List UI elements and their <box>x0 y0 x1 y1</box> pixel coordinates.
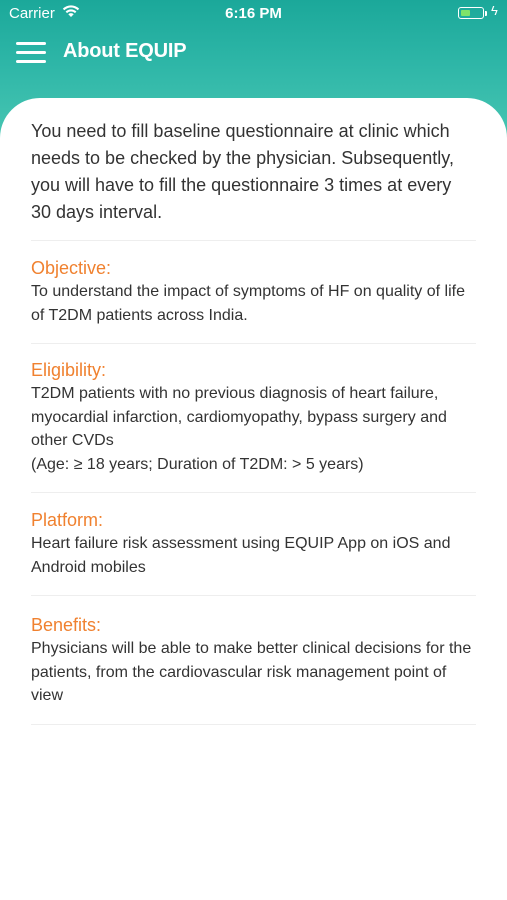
status-time: 6:16 PM <box>225 5 282 22</box>
benefits-text: Physicians will be able to make better clinical decisions for the patients, from the cardiovascular risk management point of view <box>31 640 472 704</box>
charging-bolt-icon: ϟ <box>491 3 498 18</box>
benefits-section <box>31 613 476 725</box>
objective-heading: Objective: <box>31 258 112 278</box>
hamburger-menu-icon[interactable] <box>16 42 46 64</box>
carrier-label: Carrier <box>9 5 55 22</box>
battery-tip <box>485 11 487 16</box>
eligibility-text: T2DM patients with no previous diagnosis of heart failure, myocardial infarction, cardiomyopathy, bypass surgery and other CVDs <box>31 385 447 449</box>
objective-text: To understand the impact of symptoms of HF on quality of life of T2DM patients across India. <box>31 283 465 324</box>
platform-text: Heart failure risk assessment using EQUIP App on iOS and Android mobiles <box>31 535 451 576</box>
intro-text: You need to fill baseline questionnaire at clinic which needs to be checked by the physician. Subsequently, you will have to fill the questionnaire 3 times at every 30 days interval. <box>31 118 476 241</box>
eligibility-heading: Eligibility: <box>31 360 107 380</box>
navigation-bar <box>0 30 507 74</box>
objective-section <box>31 256 476 344</box>
page-title: About EQUIP <box>63 40 187 62</box>
benefits-heading: Benefits: <box>31 615 102 635</box>
eligibility-section <box>31 358 476 493</box>
eligibility-note: (Age: ≥ 18 years; Duration of T2DM: > 5 years) <box>31 455 364 473</box>
status-bar <box>0 0 507 28</box>
battery-icon <box>458 7 484 19</box>
platform-heading: Platform: <box>31 510 104 530</box>
platform-section <box>31 508 476 596</box>
content-card <box>0 98 507 900</box>
